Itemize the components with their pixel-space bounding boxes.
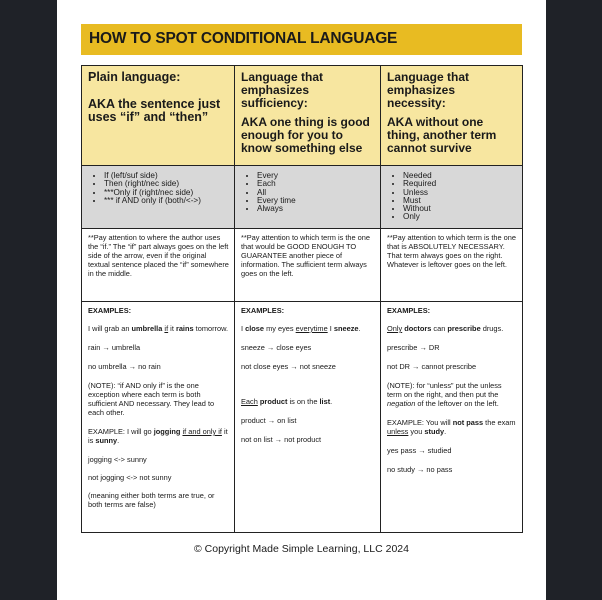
indicator-list xyxy=(239,172,376,213)
header-row xyxy=(82,66,523,166)
indicator-cell-necessity xyxy=(381,166,523,229)
column-heading: Language that emphasizes sufficiency: xyxy=(241,70,324,110)
example-sentence: EXAMPLE: You will not pass the exam unless you study. xyxy=(387,418,516,436)
indicator-item: • *** if AND only if (both/<->) xyxy=(104,197,230,205)
examples-cell-necessity xyxy=(381,302,523,533)
indicator-list xyxy=(86,172,230,205)
guidance-row xyxy=(82,229,523,302)
logic-line: yes pass → studied xyxy=(387,446,452,455)
conditional-language-table xyxy=(81,65,523,533)
title-banner xyxy=(81,24,522,55)
examples-label: EXAMPLES: xyxy=(88,306,132,315)
logic-line: prescribe → DR xyxy=(387,343,440,352)
column-aka: AKA the sentence just uses “if” and “then” xyxy=(88,97,221,124)
indicator-item: • Then (right/nec side) xyxy=(104,180,230,188)
logic-line: rain → umbrella xyxy=(88,343,141,352)
indicator-cell-sufficiency xyxy=(235,166,381,229)
guidance-note: **Pay attention to which term is the one that is ABSOLUTELY NECESSARY. That term always goes on the right. Whatever is leftover goes on the left. xyxy=(381,229,523,302)
indicator-item: • Always xyxy=(257,205,376,213)
example-sentence: EXAMPLE: I will go jogging if and only if it is sunny. xyxy=(88,427,228,445)
example-sentence: I close my eyes everytime I sneeze. xyxy=(241,324,361,333)
example-sentence: I will grab an umbrella if it rains tomorrow. xyxy=(88,324,229,333)
page-title: HOW TO SPOT CONDITIONAL LANGUAGE xyxy=(89,30,398,47)
logic-line: not DR → cannot prescribe xyxy=(387,362,477,371)
logic-line: no study → no pass xyxy=(387,465,453,474)
indicator-row xyxy=(82,166,523,229)
indicator-item: • All xyxy=(257,189,376,197)
column-heading: Plain language: xyxy=(88,70,181,84)
example-note: (NOTE): “if AND only if” is the one exception where each term is both sufficient AND necessary. They lead to each other. xyxy=(88,381,215,417)
indicator-item: • Must xyxy=(403,197,518,205)
logic-line: jogging <-> sunny xyxy=(88,455,147,464)
indicator-item: • Every xyxy=(257,172,376,180)
indicator-item: • If (left/suf side) xyxy=(104,172,230,180)
logic-line: not close eyes → not sneeze xyxy=(241,362,336,371)
examples-label: EXAMPLES: xyxy=(387,306,431,315)
guidance-note: **Pay attention to which term is the one that would be GOOD ENOUGH TO GUARANTEE another piece of information. The sufficient term always goes on the left. xyxy=(235,229,381,302)
example-sentence: Each product is on the list. xyxy=(241,397,333,406)
examples-label: EXAMPLES: xyxy=(241,306,285,315)
logic-line: product → on list xyxy=(241,416,297,425)
indicator-item: • Unless xyxy=(403,189,518,197)
column-heading: Language that emphasizes necessity: xyxy=(387,70,470,110)
example-note: (meaning either both terms are true, or both terms are false) xyxy=(88,491,215,509)
guidance-note: **Pay attention to where the author uses the “if.” The “if” part always goes on the left side of the arrow, even if the original textual sentence placed the “if” somewhere in the middle. xyxy=(82,229,235,302)
column-aka: AKA without one thing, another term cannot survive xyxy=(387,115,497,155)
indicator-list xyxy=(385,172,518,222)
indicator-item: • Each xyxy=(257,180,376,188)
header-cell-sufficiency xyxy=(235,66,381,166)
copyright-footer: © Copyright Made Simple Learning, LLC 2024 xyxy=(194,543,409,555)
example-sentence: Only doctors can prescribe drugs. xyxy=(387,324,504,333)
header-cell-plain xyxy=(82,66,235,166)
indicator-item: • Only xyxy=(403,213,518,221)
indicator-item: • Without xyxy=(403,205,518,213)
indicator-item: • Required xyxy=(403,180,518,188)
indicator-cell-plain xyxy=(82,166,235,229)
header-cell-necessity xyxy=(381,66,523,166)
logic-line: sneeze → close eyes xyxy=(241,343,312,352)
document-page xyxy=(57,0,546,600)
example-note: (NOTE): for “unless” put the unless term on the right, and then put the negation of the leftover on the left. xyxy=(387,381,502,408)
examples-row xyxy=(82,302,523,533)
column-aka: AKA one thing is good enough for you to know something else xyxy=(241,115,370,155)
logic-line: not on list → not product xyxy=(241,435,322,444)
logic-line: not jogging <-> not sunny xyxy=(88,473,172,482)
logic-line: no umbrella → no rain xyxy=(88,362,161,371)
examples-cell-plain xyxy=(82,302,235,533)
indicator-item: • ***Only if (right/nec side) xyxy=(104,189,230,197)
examples-cell-sufficiency xyxy=(235,302,381,533)
indicator-item: • Needed xyxy=(403,172,518,180)
indicator-item: • Every time xyxy=(257,197,376,205)
